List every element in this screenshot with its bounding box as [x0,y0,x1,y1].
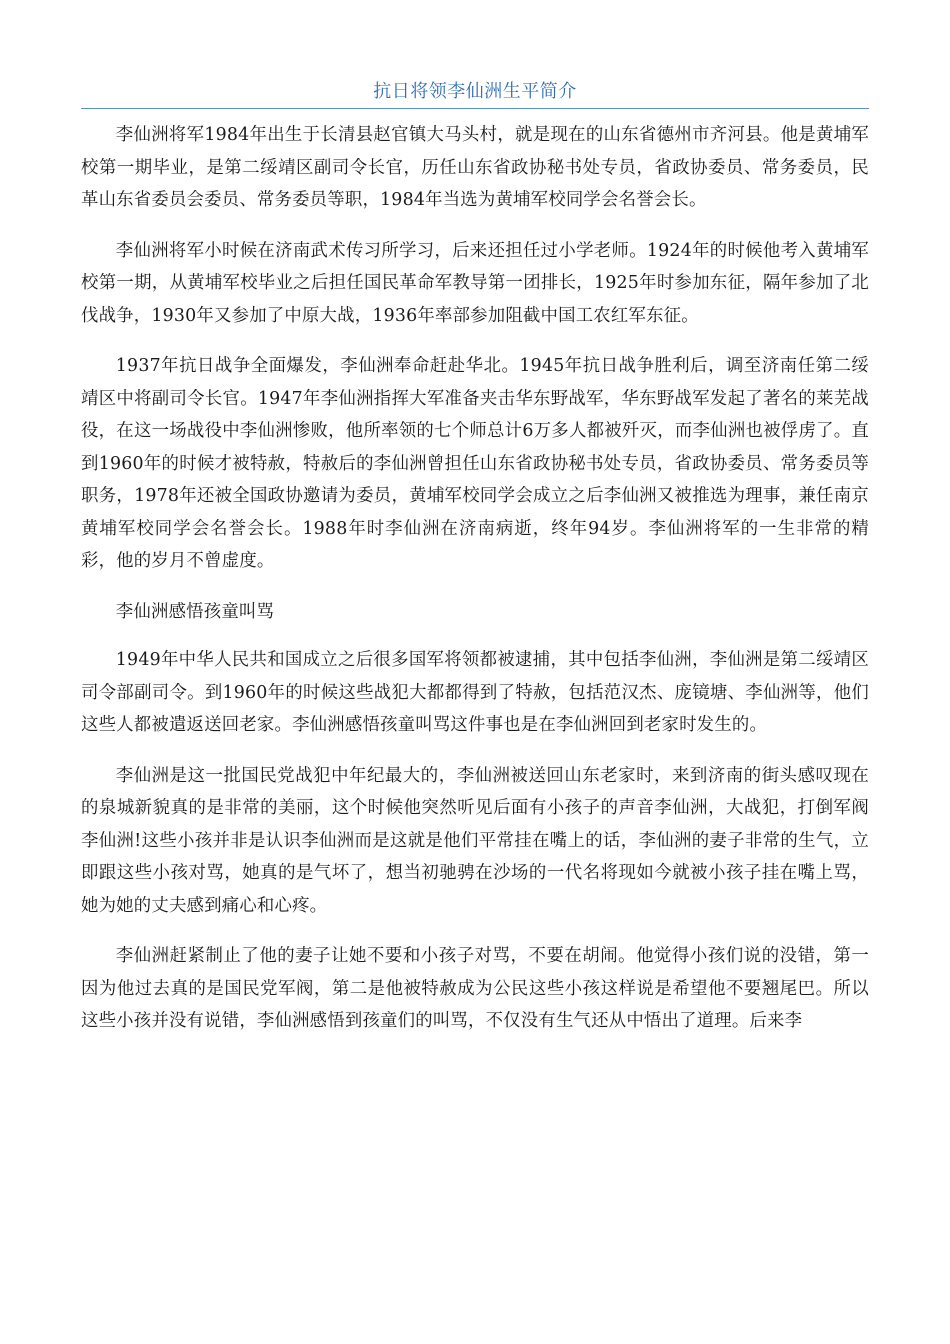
document-page [81,78,869,1056]
page-header-title: 抗日将领李仙洲生平简介 [81,78,869,109]
section-subheading: 李仙洲感悟孩童叫骂 [115,601,275,622]
paragraph-amnesty: 1949年中华人民共和国成立之后很多国军将领都被逮捕，其中包括李仙洲，李仙洲是第二绥靖区司令部副司令。到1960年的时候这些战犯大都都得到了特赦，包括范汉杰、庞镜塘、李仙洲等，他们这些人都被遣返送回老家。李仙洲感悟孩童叫骂这件事也是在李仙洲回到老家时发生的。 [81,650,869,735]
paragraph-reflection: 李仙洲赶紧制止了他的妻子让她不要和小孩子对骂，不要在胡闹。他觉得小孩们说的没错，第一因为他过去真的是国民党军阀，第二是他被特赦成为公民这些小孩这样说是希望他不要翘尾巴。所以这些小孩并没有说错，李仙洲感悟到孩童们的叫骂，不仅没有生气还从中悟出了道理。后来李 [81,946,869,1031]
paragraph-war-years: 1937年抗日战争全面爆发，李仙洲奉命赶赴华北。1945年抗日战争胜利后，调至济南任第二绥靖区中将副司令长官。1947年李仙洲指挥大军准备夹击华东野战军，华东野战军发起了著名的莱芜战役，在这一场战役中李仙洲惨败，他所率领的七个师总计6万多人都被歼灭，而李仙洲也被俘虏了。直到1960年的时候才被特赦，特赦后的李仙洲曾担任山东省政协秘书处专员，省政协委员、常务委员等职务，1978年还被全国政协邀请为委员，黄埔军校同学会成立之后李仙洲又被推选为理事，兼任南京黄埔军校同学会名誉会长。1988年时李仙洲在济南病逝，终年94岁。李仙洲将军的一生非常的精彩，他的岁月不曾虚度。 [81,356,869,571]
document-body [81,119,869,1038]
paragraph-street-incident: 李仙洲是这一批国民党战犯中年纪最大的，李仙洲被送回山东老家时，来到济南的街头感叹现在的泉城新貌真的是非常的美丽，这个时候他突然听见后面有小孩子的声音李仙洲，大战犯，打倒军阀李仙洲!这些小孩并非是认识李仙洲而是这就是他们平常挂在嘴上的话，李仙洲的妻子非常的生气，立即跟这些小孩对骂，她真的是气坏了，想当初驰骋在沙场的一代名将现如今就被小孩子挂在嘴上骂，她为她的丈夫感到痛心和心疼。 [81,765,869,916]
paragraph-bio-intro: 李仙洲将军1984年出生于长清县赵官镇大马头村，就是现在的山东省德州市齐河县。他是黄埔军校第一期毕业，是第二绥靖区副司令长官，历任山东省政协秘书处专员，省政协委员、常务委员，民革山东省委员会委员、常务委员等职，1984年当选为黄埔军校同学会名誉会长。 [81,125,869,210]
paragraph-early-career: 李仙洲将军小时候在济南武术传习所学习，后来还担任过小学老师。1924年的时候他考入黄埔军校第一期，从黄埔军校毕业之后担任国民革命军教导第一团排长，1925年时参加东征，隔年参加了北伐战争，1930年又参加了中原大战，1936年率部参加阻截中国工农红军东征。 [81,240,869,326]
